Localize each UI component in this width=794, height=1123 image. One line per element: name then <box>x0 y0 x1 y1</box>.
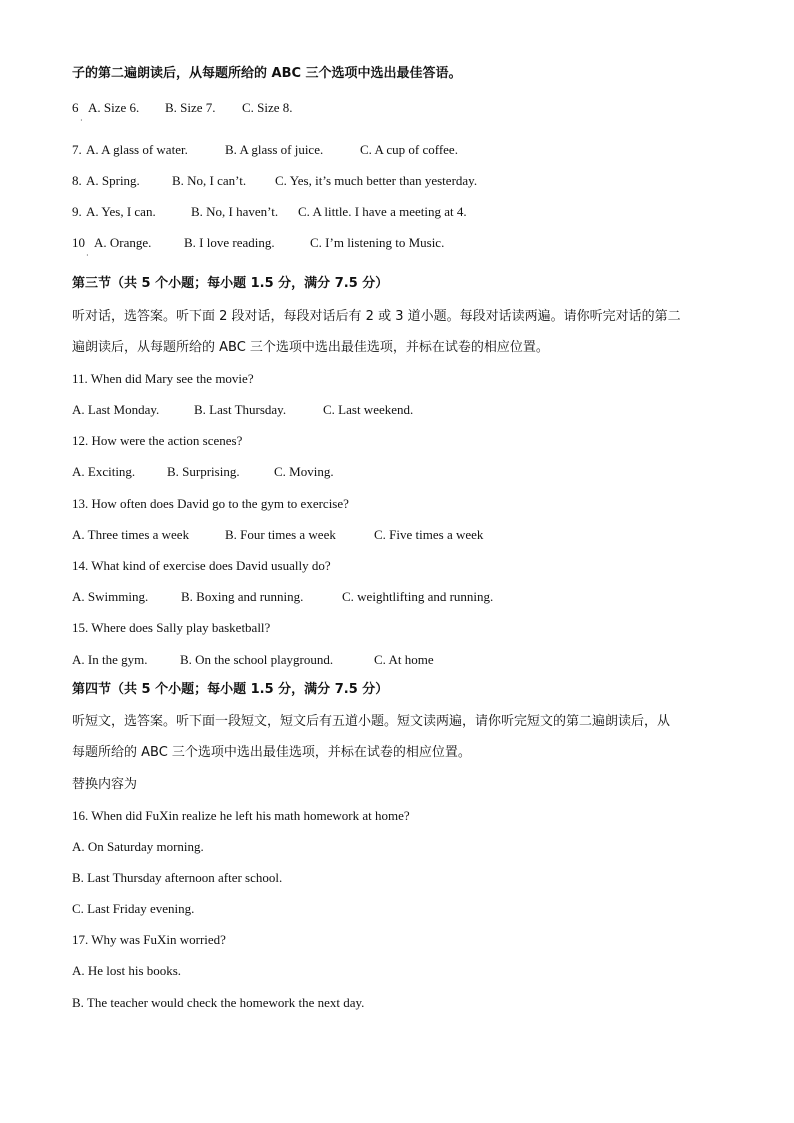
q10-option-a: A. Orange. <box>94 235 152 250</box>
q9-option-b: B. No, I haven’t. <box>191 204 279 219</box>
q8-option-c: C. Yes, it’s much better than yesterday. <box>275 173 478 188</box>
q6-option-b: B. Size 7. <box>165 100 216 115</box>
q12-option-c: C. Moving. <box>274 464 334 479</box>
question-13-options <box>72 527 483 543</box>
question-11-stem: 11. When did Mary see the movie? <box>72 371 254 386</box>
q17-option-a: A. He lost his books. <box>72 963 182 978</box>
question-10 <box>72 235 444 251</box>
q9-option-c: C. A little. I have a meeting at 4. <box>298 204 467 219</box>
q6-option-a: A. Size 6. <box>88 100 140 115</box>
question-12-stem: 12. How were the action scenes? <box>72 433 243 448</box>
q8-option-b: B. No, I can’t. <box>172 173 247 188</box>
q15-option-c: C. At home <box>374 652 434 667</box>
section-4-instructions-line-2: 每题所给的 ABC 三个选项中选出最佳选项，并标在试卷的相应位置。 <box>72 745 471 760</box>
q13-option-c: C. Five times a week <box>374 527 484 542</box>
q7-option-c: C. A cup of coffee. <box>360 142 458 157</box>
decimal-mark: · <box>86 251 89 260</box>
question-8 <box>72 173 477 189</box>
section-4-heading: 第四节（共 5 个小题；每小题 1.5 分，满分 7.5 分） <box>72 682 389 697</box>
q7-option-b: B. A glass of juice. <box>225 142 324 157</box>
q9-option-a: A. Yes, I can. <box>86 204 156 219</box>
question-12-options <box>72 464 334 480</box>
section-4-instructions-line-1: 听短文，选答案。听下面一段短文，短文后有五道小题。短文读两遍，请你听完短文的第二遍朗读后，从 <box>72 714 671 729</box>
section-3-instructions-line-2: 遍朗读后，从每题所给的 ABC 三个选项中选出最佳选项，并标在试卷的相应位置。 <box>72 340 549 355</box>
q9-number: 9. <box>72 204 82 219</box>
q12-option-b: B. Surprising. <box>167 464 240 479</box>
question-9 <box>72 204 467 220</box>
q10-number: 10 <box>72 235 85 250</box>
placeholder-text: 替换内容为 <box>72 777 138 792</box>
q8-option-a: A. Spring. <box>86 173 140 188</box>
q6-option-c: C. Size 8. <box>242 100 293 115</box>
q6-number: 6 <box>72 100 79 115</box>
question-14-options <box>72 589 493 605</box>
q15-option-a: A. In the gym. <box>72 652 148 667</box>
section-3-instructions-line-1: 听对话，选答案。听下面 2 段对话，每段对话后有 2 或 3 道小题。每段对话读两遍。请你听完对话的第二 <box>72 309 681 324</box>
question-7 <box>72 142 458 158</box>
q10-option-b: B. I love reading. <box>184 235 275 250</box>
q16-option-a: A. On Saturday morning. <box>72 839 204 854</box>
question-16-stem: 16. When did FuXin realize he left his math homework at home? <box>72 808 410 823</box>
q10-option-c: C. I’m listening to Music. <box>310 235 445 250</box>
question-11-options <box>72 402 413 418</box>
q7-number: 7. <box>72 142 82 157</box>
q14-option-b: B. Boxing and running. <box>181 589 304 604</box>
q16-option-c: C. Last Friday evening. <box>72 901 195 916</box>
q11-option-a: A. Last Monday. <box>72 402 160 417</box>
decimal-mark: · <box>80 116 83 125</box>
q16-option-b: B. Last Thursday afternoon after school. <box>72 870 283 885</box>
q15-option-b: B. On the school playground. <box>180 652 334 667</box>
q7-option-a: A. A glass of water. <box>86 142 188 157</box>
q14-option-c: C. weightlifting and running. <box>342 589 494 604</box>
question-13-stem: 13. How often does David go to the gym to exercise? <box>72 496 349 511</box>
q14-option-a: A. Swimming. <box>72 589 149 604</box>
q8-number: 8. <box>72 173 82 188</box>
q13-option-b: B. Four times a week <box>225 527 336 542</box>
question-15-options <box>72 652 434 668</box>
question-17-stem: 17. Why was FuXin worried? <box>72 932 226 947</box>
q11-option-b: B. Last Thursday. <box>194 402 287 417</box>
question-14-stem: 14. What kind of exercise does David usually do? <box>72 558 331 573</box>
q12-option-a: A. Exciting. <box>72 464 136 479</box>
question-6 <box>72 100 293 116</box>
q17-option-b: B. The teacher would check the homework the next day. <box>72 995 365 1010</box>
question-15-stem: 15. Where does Sally play basketball? <box>72 620 271 635</box>
section-3-heading: 第三节（共 5 个小题；每小题 1.5 分，满分 7.5 分） <box>72 276 389 291</box>
intro-line: 子的第二遍朗读后，从每题所给的 ABC 三个选项中选出最佳答语。 <box>72 66 462 81</box>
q13-option-a: A. Three times a week <box>72 527 190 542</box>
q11-option-c: C. Last weekend. <box>323 402 414 417</box>
